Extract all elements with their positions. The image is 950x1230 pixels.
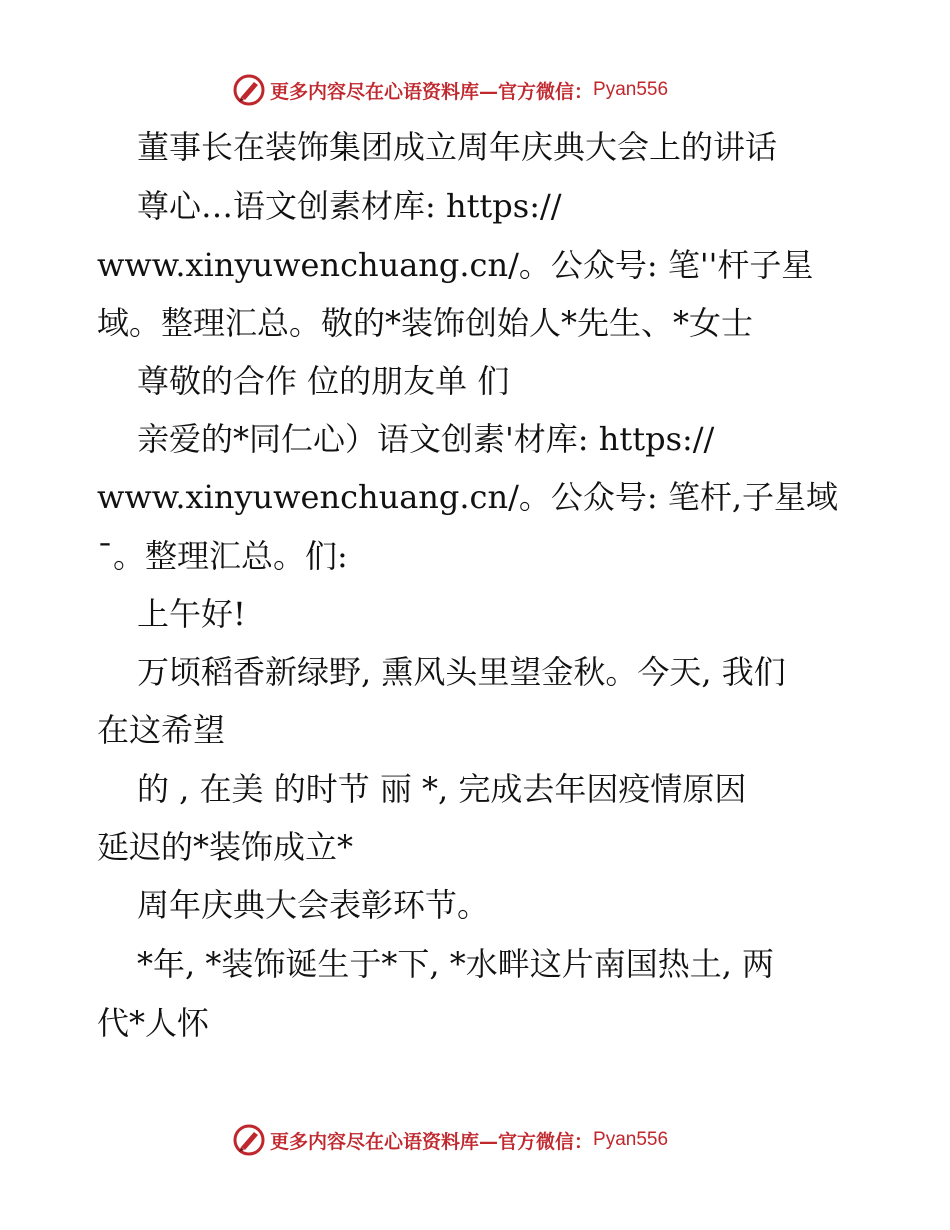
doc-title-line: 董事长在装饰集团成立周年庆典大会上的讲话	[137, 128, 778, 166]
body-line: 周年庆典大会表彰环节。	[137, 886, 490, 924]
watermark-text: 更多内容尽在心语资料库—官方微信：	[270, 1130, 594, 1153]
body-line: 在这希望	[97, 711, 226, 749]
watermark-account: Pyan556	[593, 79, 669, 100]
body-line: www.xinyuwenchuang.cn/。公众号: 笔杆,子星域	[97, 478, 838, 516]
body-line: 代*人怀	[97, 1004, 210, 1042]
body-line: 域。整理汇总。敬的*装饰创始人*先生、*女士	[97, 304, 754, 342]
pen-logo-icon	[232, 1123, 266, 1157]
body-line: 尊敬的合作 位的朋友单 们	[137, 362, 510, 400]
header-watermark	[232, 72, 668, 108]
body-line: www.xinyuwenchuang.cn/。公众号: 笔''杆子星	[97, 246, 814, 284]
body-line: 上午好!	[137, 595, 246, 633]
body-line: 万顷稻香新绿野, 熏风头里望金秋。今天, 我们	[137, 653, 786, 691]
body-line: *年, *装饰诞生于*下, *水畔这片南国热土, 两	[137, 945, 775, 983]
body-line: 的 , 在美 的时节 丽 *, 完成去年因疫情原因	[137, 770, 747, 808]
body-line: 尊心…语文创素材库: https://	[137, 187, 562, 225]
body-line: 延迟的*装饰成立*	[97, 828, 354, 866]
body-line: 亲爱的*同仁心）语文创素'材库: https://	[137, 420, 715, 458]
watermark-account: Pyan556	[593, 1129, 669, 1150]
body-line: ¯。整理汇总。们:	[97, 537, 348, 575]
footer-watermark	[232, 1122, 668, 1158]
watermark-text: 更多内容尽在心语资料库—官方微信：	[270, 80, 594, 103]
pen-logo-icon	[232, 73, 266, 107]
